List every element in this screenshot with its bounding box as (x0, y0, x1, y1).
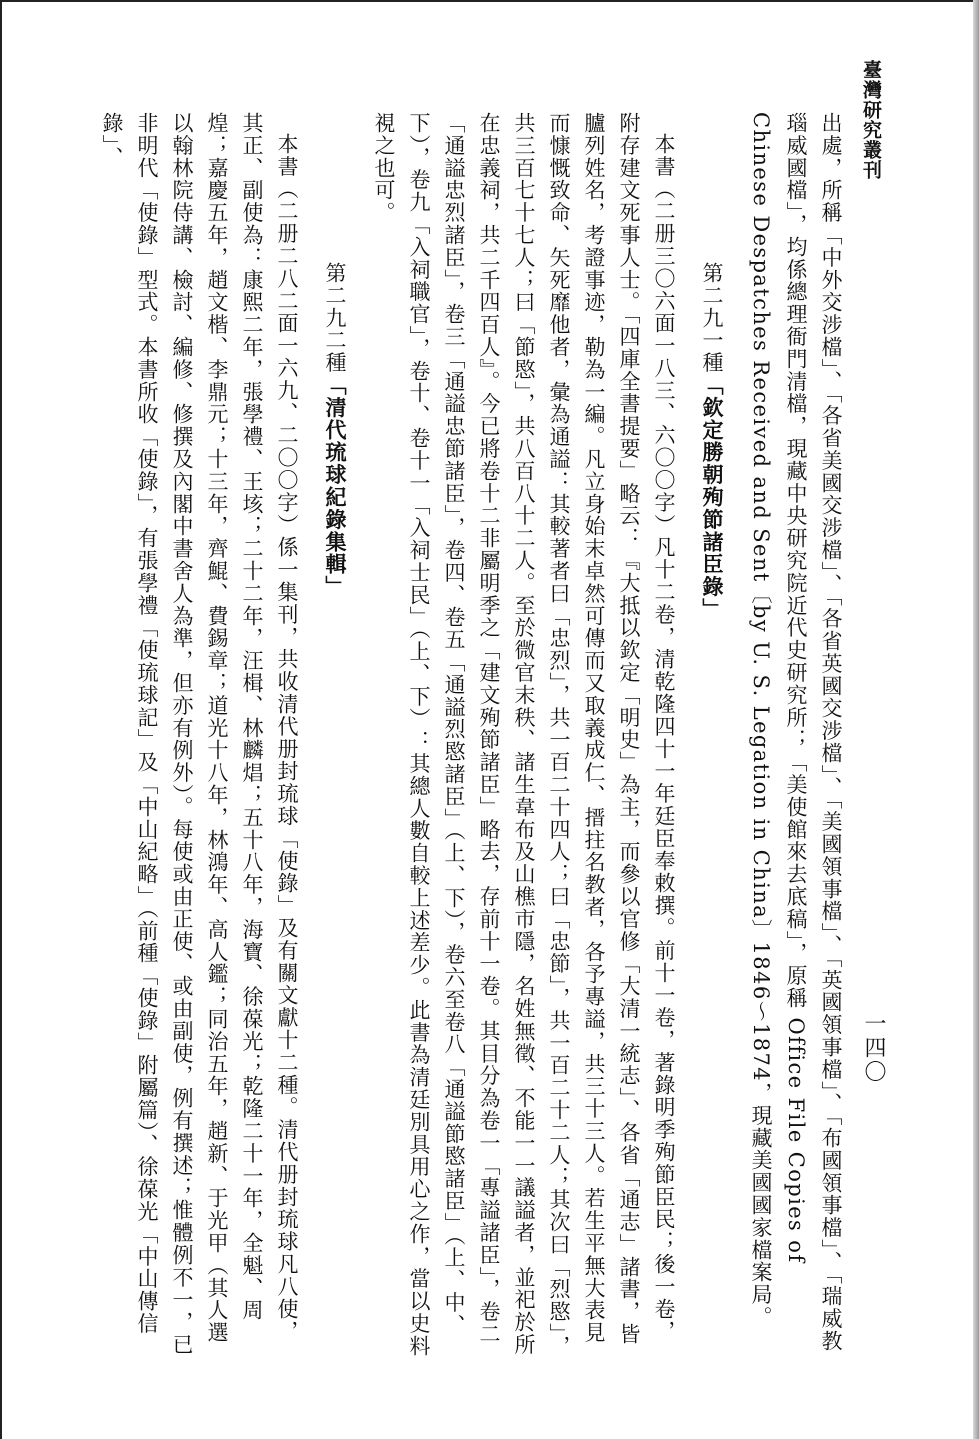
section-number-292: 第二九二種 (323, 262, 347, 374)
text-body (80, 112, 848, 1362)
section-title-292: 「清代琉球紀錄集輯」 (323, 374, 348, 598)
section-heading-292 (304, 112, 366, 1362)
paragraph-292: 本書（二册二八二面一六九、二〇〇字）係一集刊，共收清代册封琉球「使錄」及有關文獻十二種。清代册封琉球凡八使，其正、副使為：康熙二年，張學禮、王垓；二十二年，汪楫、林麟焻；五十八年，海寶、徐葆光；乾隆二十一年，全魁、周煌；嘉慶五年，趙文楷、李鼎元；十三年，齊鯤、費錫章；道光十八年，林鴻年、高人鑑；同治五年，趙新、于光甲（其人選以翰林院侍講、檢討、編修、修撰及內閣中書舍人為準，但亦有例外）。每使或由正使、或由副使，例有撰述；惟體例不一，已非明代「使錄」型式。本書所收「使錄」，有張學禮「使琉球記」及「中山紀略」（前種「使錄」附屬篇）、徐葆光「中山傳信錄」、 (100, 112, 299, 1356)
page-edge-shadow (973, 0, 979, 1439)
page-number: 一四〇 (861, 1012, 886, 1084)
section-number-291: 第二九一種 (700, 262, 724, 374)
section-heading-291 (681, 112, 743, 1362)
section-title-291: 「欽定勝朝殉節諸臣錄」 (700, 374, 725, 621)
paragraph-291: 本書（二册三〇六面一八三、六〇〇字）凡十二卷，清乾隆四十一年廷臣奉敕撰。前十一卷，著錄明季殉節臣民；後一卷，附存建文死事人士。「四庫全書提要」略云：『大抵以欽定「明史」為主，而參以官修「大清一統志」、各省「通志」諸書，皆臚列姓名，考證事迹，勒為一編。凡立身始末卓然可傳而又取義成仁、搢拄名教者，各予專謚，共三十三人。若生平無大表見而慷慨致命、矢死靡他者，彙為通謚：其較著者曰「忠烈」，共一百二十四人；曰「忠節」，共一百二十二人；其次曰「烈愍」，共三百七十七人；曰「節愍」，共八百八十二人。至於微官末秩、諸生韋布及山樵市隱，名姓無徵、不能一一議謚者，並祀於所在忠義祠，共二千四百人』。今已將卷十二非屬明季之「建文殉節諸臣」略去，存前十一卷。其目分為卷一「專謚諸臣」，卷二「通謚忠烈諸臣」，卷三「通謚忠節諸臣」，卷四、卷五「通謚烈愍諸臣」（上、下），卷六至卷八「通謚節愍諸臣」（上、中、下），卷九「入祠職官」，卷十、卷十一「入祠士民」（上、下）：其總人數自較上述差少。此書為清廷別具用心之作，當以史料視之也可。 (372, 112, 676, 1358)
running-title: 臺灣研究叢刊 (860, 60, 882, 180)
paragraph-sources: 出處，所稱「中外交涉檔」、「各省美國交涉檔」、「各省英國交涉檔」、「美國領事檔」、「英國領事檔」、「布國領事檔」、「瑞威教瑙威國檔」，均係總理衙門清檔，現藏中央研究院近代史研究所；「美使館來去底稿」，原稱 Office File Copies of Chinese Despatches Received and Sent〔by U. S. Legation in China〕1846～1874，現藏美國國家檔案局。 (749, 112, 843, 1353)
